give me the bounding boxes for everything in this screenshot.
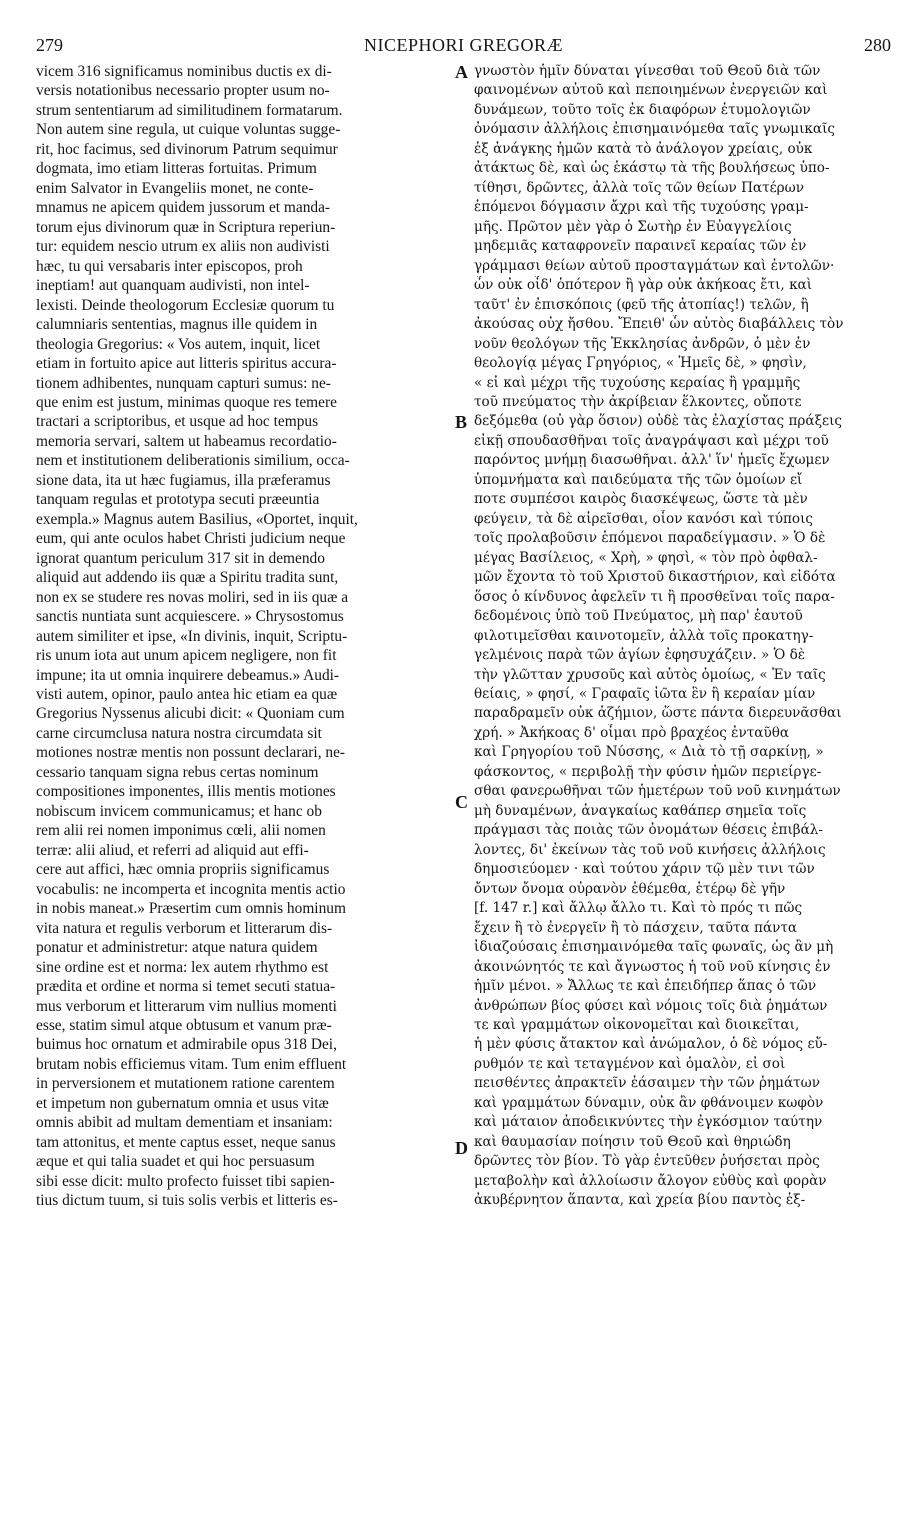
latin-line: tius dictum tuum, si tuis solis verbis et litteris es- [36,1192,338,1210]
greek-line: ἀκοινώνητός τε καὶ ἄγνωστος ἡ τοῦ νοῦ κίνησις ἐν [474,958,831,975]
latin-line: in perversionem et mutationem ratione carentem [36,1075,335,1093]
greek-line: δημοσιεύομεν · καὶ τούτου χάριν τῷ μὲν τινι τῶν [474,861,815,878]
latin-line: vocabulis: ne incomperta et incognita mentis actio [36,880,346,898]
greek-line: δεξόμεθα (οὐ γὰρ ὅσιον) οὐδὲ τὰς ἐλαχίστας πράξεις [474,413,843,430]
greek-line: μῶν ἔχοντα τὸ τοῦ Χριστοῦ δικαστήριον, καὶ εἰδότα [474,569,836,586]
section-marker-c: C [455,792,468,812]
greek-line: δεδομένοις ὑπὸ τοῦ Πνεύματος, μὴ παρ' ἑαυτοῦ [474,608,803,625]
greek-line: γελμένοις παρὰ τῶν ἁγίων ἐφησυχάζειν. » Ὁ δὲ [474,647,806,664]
greek-line: ἀτάκτως δὲ, καὶ ὡς ἑκάστῳ τὰ τῆς βουλήσεως ὑπο- [474,160,830,177]
greek-line: ἀνθρώπων βίος φύσει καὶ νόμοις τοῖς διὰ ῥημάτων [474,997,828,1014]
latin-line: etiam in fortuito apice aut litteris spiritus accura- [36,355,337,373]
greek-line: ἡ μὲν φύσις ἄτακτον καὶ ἀνώμαλον, ὁ δὲ νόμος εὔ- [474,1036,828,1053]
latin-line: Gregorius Nyssenus alicubi dicit: « Quoniam cum [36,705,345,723]
latin-line: sanctis nuntiata sunt acquiescere. » Chrysostomus [36,608,344,626]
latin-line: carne circumclusa natura nostra circumdata sit [36,724,322,742]
latin-line: theologia Gregorius: « Vos autem, inquit, licet [36,335,321,353]
greek-line: ἔχειν ἢ τὸ ἐνεργεῖν ἢ τὸ πάσχειν, ταῦτα πάντα [474,919,798,936]
latin-line: esse, statim simul atque obtusum et vanum præ- [36,1016,332,1034]
latin-line: in nobis maneat.» Præsertim cum omnis hominum [36,900,346,918]
latin-line: tanquam regulas et prototypa secuti præeuntia [36,491,320,509]
greek-line: δρῶντες τὸν βίον. Τὸ γὰρ ἐντεῦθεν ῥυήσεται πρὸς [474,1153,820,1170]
latin-line: mnamus ne apicem quidem jussorum et manda- [36,199,331,217]
greek-line: « εἰ καὶ μέχρι τῆς τυχούσης κεραίας ἢ γραμμῆς [474,374,801,391]
greek-line: μῆς. Πρῶτον μὲν γὰρ ὁ Σωτὴρ ἐν Εὐαγγελίοις [474,218,792,235]
latin-line: versis notationibus necessario propter usum no- [36,82,330,100]
latin-line: prædita et ordine et norma si temet secuti statua- [36,978,336,996]
latin-line: mus verborum et litterarum vim nullius momenti [36,997,337,1015]
latin-line: tam attonitus, et mente captus esset, neque sanus [36,1133,336,1151]
section-marker-b: B [455,412,468,432]
greek-line: θείαις, » φησί, « Γραφαῖς ἰῶτα ἓν ἢ κεραίαν μίαν [474,686,816,702]
greek-line: σθαι φανερωθῆναι τῶν ἡμετέρων τοῦ νοῦ κινημάτων [474,783,841,800]
greek-line: τε καὶ γραμμάτων οἰκονομεῖται καὶ διοικεῖται, [474,1016,800,1033]
greek-line: πεισθέντες ἀπρακτεῖν ἐάσαιμεν τὴν τῶν ῥημάτων [474,1075,821,1092]
greek-line: ὧν οὐκ οἶδ' ὁπότερον ἢ γὰρ οὐκ ἀκήκοας ἔτι, καὶ [474,277,813,294]
greek-line: ποτε συμπέσοι καιρὸς διασκέψεως, ὥστε τὰ μὲν [474,491,808,508]
greek-line: φάσκοντος, « περιβολῇ τὴν φύσιν ἡμῶν περιείργε- [474,763,822,780]
latin-line: strum sententiarum ad similitudinem formatarum. [36,101,343,119]
page-number-right: 280 [864,35,891,55]
greek-line: ἀκυβέρνητον ἅπαντα, καὶ χρεία βίου παντὸς ἐξ- [474,1192,806,1209]
latin-line: terræ: alii aliud, et referri ad aliquid aut effi- [36,841,309,859]
latin-line: cere aut affici, hæc omnia propriis significamus [36,861,330,879]
latin-line: aliquid aut addendo iis quæ a Spiritu tradita sunt, [36,569,339,587]
latin-column [36,62,446,1211]
greek-line: ὄντων ὄνομα οὐρανὸν ἐθέμεθα, ἑτέρῳ δὲ γῆν [474,880,786,897]
latin-line: exempla.» Magnus autem Basilius, «Oportet, inquit, [36,510,358,528]
page-header [36,34,891,56]
greek-line: δυνάμεων, τοῦτο τοῖς ἐκ διαφόρων ἐτυμολογιῶν [474,101,811,118]
latin-line: tractari a scriptoribus, et usque ad hoc tempus [36,413,319,431]
section-marker-d: D [455,1138,468,1158]
greek-line: ὀνόμασιν ἀλλήλοις ἐπισημαινόμεθα ταῖς γνωμικαῖς [474,121,836,138]
greek-line: [f. 147 r.] καὶ ἄλλῳ ἄλλο τι. Καὶ τὸ πρός τι πῶς [474,900,803,917]
latin-line: tionem adhibentes, nunquam capturi sumus: ne- [36,374,331,392]
greek-line: νοῦν θεολόγων τῆς Ἐκκλησίας ἀνδρῶν, ὁ μὲν ἐν [474,335,811,352]
latin-line: nobiscum invicem communicamus; et hanc ob [36,802,322,820]
latin-line: Non autem sine regula, ut cuique voluntas sugge- [36,121,341,139]
latin-line: autem similiter et ipse, «In divinis, inquit, Scriptu- [36,627,348,645]
greek-line: χρή. » Ἀκήκοας δ' οἶμαι πρὸ βραχέος ἐνταῦθα [474,724,790,741]
greek-line: καὶ γραμμάτων δύναμιν, οὐκ ἂν φθάνοιμεν κωφὸν [474,1094,824,1111]
greek-line: παραδραμεῖν οὐκ ἀζήμιον, ὥστε πάντα διερευνᾶσθαι [474,705,842,722]
latin-line: hæc, tu qui versabaris inter episcopos, proh [36,257,303,275]
greek-line: ἐξ ἀνάγκης ἡμῶν κατὰ τὸ ἀνάλογον χρείαις, οὐκ [474,140,813,157]
section-marker-a: A [455,62,468,82]
latin-line: impune; ita ut omnia inquirere debeamus.» Audi- [36,666,340,684]
latin-line: nem et institutionem deliberationis similium, occa- [36,452,350,470]
greek-line: καὶ μάταιον ἀποδεικνύντες τὴν ἐγκόσμιον ταύτην [474,1114,823,1131]
latin-line: buimus hoc ornatum et admirabile opus 318 Dei, [36,1036,337,1054]
page-number-left: 279 [36,35,63,55]
latin-line: brutam nobis efficiemus vitam. Tum enim effluent [36,1055,347,1073]
latin-line: memoria servari, saltem ut habeamus recordatio- [36,432,337,450]
latin-line: sibi esse dicit: multo profecto fuisset tibi sapien- [36,1172,335,1190]
greek-line: φιλοτιμεῖσθαι καινοτομεῖν, ἀλλὰ τοῖς προκατηγ- [474,627,814,644]
latin-line: ignorat quantum periculum 317 sit in demendo [36,549,325,567]
greek-line: γνωστὸν ἡμῖν δύναται γίνεσθαι τοῦ Θεοῦ διὰ τῶν [474,63,821,79]
latin-line: ponatur et administretur: atque natura quidem [36,939,318,957]
latin-line: tur: equidem nescio utrum ex aliis non audivisti [36,238,330,256]
greek-line: ἰδιαζούσαις ἐπισημαινόμεθα ταῖς φωναῖς, ὡς ἂν μὴ [474,939,834,956]
greek-line: μὴ δυναμένων, ἀναγκαίως καθάπερ σημεῖα τοῖς [474,802,807,819]
latin-line: sine ordine est et norma: lex autem rhythmo est [36,958,329,976]
latin-line: sione data, ita ut hæc fugiamus, illa præferamus [36,471,331,489]
latin-line: que enim est justum, minimas quoque res temere [36,393,337,411]
latin-line: rit, hoc facimus, sed divinorum Patrum sequimur [36,140,338,158]
greek-line: ἡμῖν μένοι. » Ἄλλως τε καὶ ἐπειδήπερ ἅπας ὁ τῶν [474,978,817,995]
greek-line: πράγμασι τὰς ποιὰς τῶν ὀνομάτων θέσεις ἐπιβάλ- [474,822,824,839]
latin-line: vicem 316 significamus nominibus ductis ex di- [36,63,332,80]
greek-line: τίθησι, δρῶντες, ἀλλὰ τοῖς τῶν θείων Πατέρων [474,179,805,196]
greek-line: τοῦ πνεύματος τὴν ἀκρίβειαν ἕλκοντες, οὔποτε [474,393,802,410]
latin-line: ineptiam! aut quanquam audivisti, non intel- [36,277,310,295]
greek-line: εἰκῇ σπουδασθῆναι τοῖς ἀναγράψασι καὶ μέχρι τοῦ [474,432,829,449]
greek-line: λοντες, δι' ἐκείνων τὰς τοῦ νοῦ κινήσεις ἀλλήλοις [474,841,826,858]
latin-line: compositiones imponentes, illis mentis motiones [36,783,336,801]
greek-line: μέγας Βασίλειος, « Χρὴ, » φησὶ, « τὸν πρὸ ὀφθαλ- [474,549,818,566]
latin-line: eum, qui ante oculos habet Christi judicium neque [36,530,346,548]
greek-line: γράμμασι θείων αὐτοῦ προσταγμάτων καὶ ἐντολῶν· [474,257,835,274]
latin-line: motiones nostræ mentis non possunt declarari, ne- [36,744,346,762]
greek-line: καὶ Γρηγορίου τοῦ Νύσσης, « Διὰ τὸ τῇ σαρκίνῃ, » [474,744,824,761]
latin-line: visti autem, opinor, paulo antea hic etiam ea quæ [36,686,338,703]
latin-line: enim Salvator in Evangeliis monet, ne conte- [36,179,314,197]
latin-line: æque et qui talia suadet et qui hoc persuasum [36,1153,315,1171]
latin-line: rem alii rei nomen imponimus cœli, alii nomen [36,822,326,840]
greek-line: καὶ θαυμασίαν ποίησιν τοῦ Θεοῦ καὶ θηριώδη [474,1133,791,1150]
latin-line: et impetum non gubernatum omnia et usus vitæ [36,1094,329,1112]
greek-line: ἀκούσας οὐχ ἤσθου. Ἔπειθ' ὧν αὐτὸς διαβάλλεις τὸν [474,316,844,333]
greek-line: τοῖς προλαβοῦσιν ἑπόμενοι παραδείγμασιν. » Ὁ δὲ [474,530,826,547]
greek-line: ἑπόμενοι δόγμασιν ἄχρι καὶ τῆς τυχούσης γραμ- [474,199,809,216]
latin-line: torum ejus divinorum quæ in Scriptura reperiun- [36,218,336,236]
greek-line: ρυθμόν τε καὶ τεταγμένον καὶ ὁμαλὸν, εἰ σοὶ [474,1055,786,1072]
running-title: NICEPHORI GREGORÆ [363,35,563,55]
latin-line: ris unum iota aut unum apicem negligere, non fit [36,647,337,665]
greek-line: μηδεμιᾶς καταφρονεῖν παραινεῖ κεραίας τῶν ἐν [474,238,807,255]
latin-line: cessario tanquam signa rebus certas nominum [36,763,319,781]
latin-line: omnis abibit ad multam dementiam et insaniam: [36,1114,333,1132]
greek-line: ὅσος ὁ κίνδυνος ἀφελεῖν τι ἢ προσθεῖναι τοῖς παρα- [474,588,835,605]
latin-line: vita natura et regulis verborum et litterarum dis- [36,919,333,937]
greek-line: μεταβολὴν καὶ ἀλλοίωσιν ἄλογον εὐθὺς καὶ φορὰν [474,1172,827,1189]
greek-line: ὑπομνήματα καὶ παιδεύματα τῆς τῶν ὁμοίων εἴ [474,471,803,488]
greek-line: τὴν γλῶτταν χρυσοῦς καὶ αὐτὸς ὁμοίως, « Ἐν ταῖς [474,666,826,683]
greek-line: φαινομένων αὐτοῦ καὶ πεποιημένων ἐνεργειῶν καὶ [474,82,828,99]
latin-line: non ex se studere res novas moliri, sed in iis quæ a [36,588,349,606]
latin-line: lexisti. Deinde theologorum Ecclesiæ quorum tu [36,296,335,314]
latin-line: dogmata, imo etiam litteras fortuitas. Primum [36,160,317,178]
greek-line: παρόντος μνήμῃ διασωθῆναι. ἀλλ' ἵν' ἡμεῖς ἔχωμεν [474,452,830,469]
greek-line: φεύγειν, τὰ δὲ αἱρεῖσθαι, οἷον κανόσι καὶ τύποις [474,510,814,527]
greek-line: θεολογίᾳ μέγας Γρηγόριος, « Ἡμεῖς δὲ, » φησὶν, [474,355,807,372]
greek-column [474,62,893,1211]
greek-line: ταῦτ' ἐν ἐπισκόποις (φεῦ τῆς ἀτοπίας!) τελῶν, ἢ [474,296,809,313]
latin-line: calumniaris sententias, magnus ille quidem in [36,316,318,334]
